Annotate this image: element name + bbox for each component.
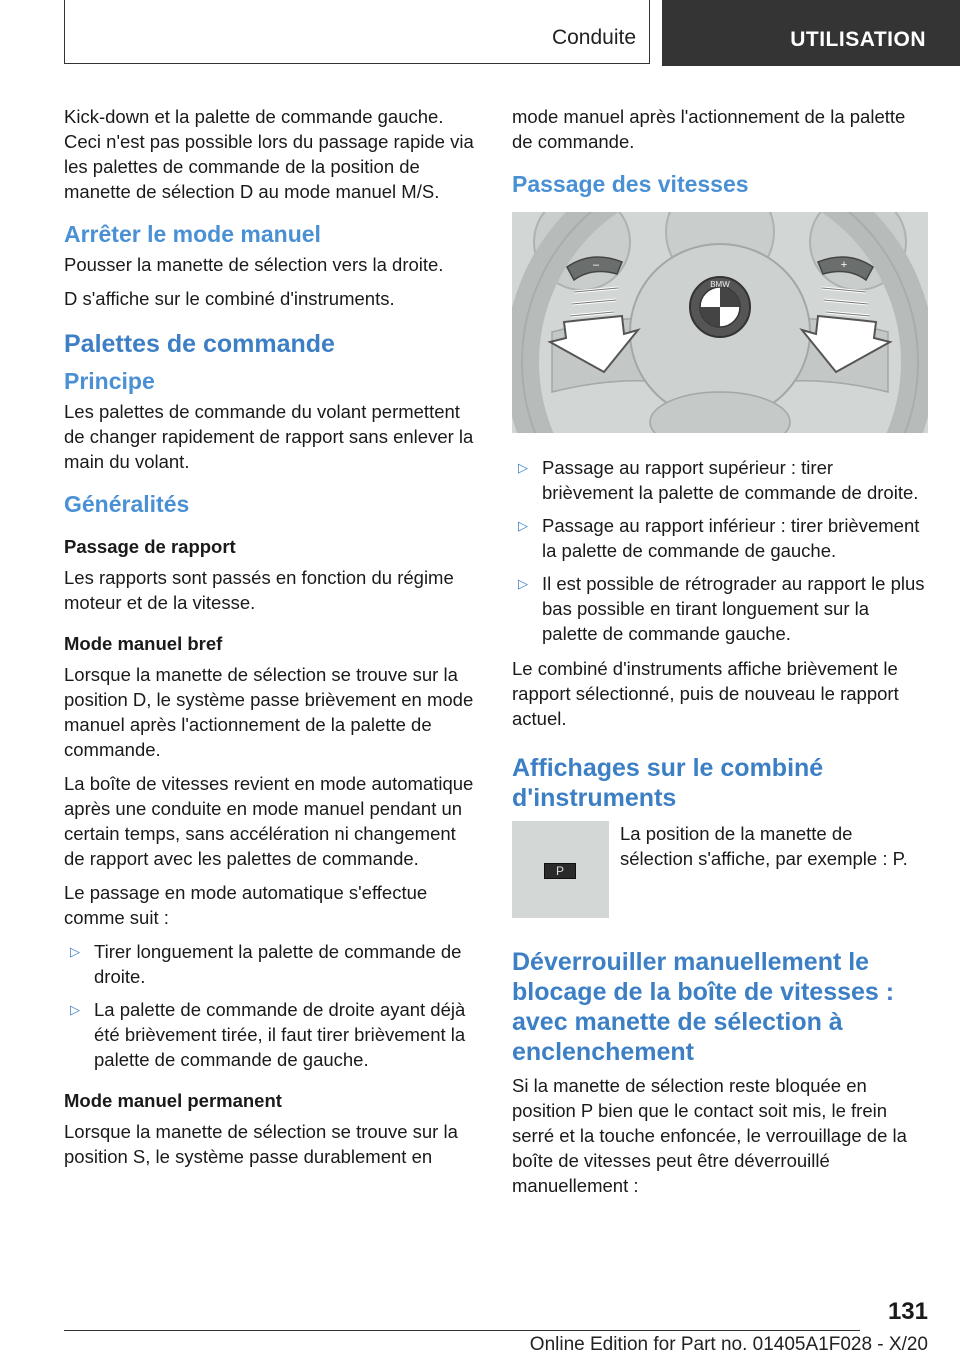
- chapter-title: UTILISATION: [790, 28, 926, 51]
- brief-manual-text-3: Le passage en mode automatique s'effectue comme suit :: [64, 882, 428, 928]
- list-item: ▷ Passage au rapport supérieur : tirer brièvement la palette de commande de droite.: [518, 457, 919, 503]
- left-column: [64, 104, 478, 1178]
- shift-heading: Passage des vitesses: [512, 171, 749, 197]
- paddles-heading: Palettes de commande: [64, 330, 335, 358]
- gear-display-illustration: [512, 821, 609, 918]
- logo-text: BMW: [710, 280, 730, 289]
- display-panel-icon: [544, 863, 576, 879]
- brief-manual-text-1: Lorsque la manette de sélection se trouve sur la position D, le système passe brièvement en mode manuel après l'actionnement de la palette de commande.: [64, 664, 474, 760]
- principle-text: Les palettes de commande du volant permettent de changer rapidement de rapport sans enlever la main du volant.: [64, 401, 474, 472]
- right-column: [512, 104, 928, 1207]
- footer-divider: [64, 1330, 860, 1331]
- bullet-triangle-icon: ▷: [70, 944, 80, 959]
- brief-manual-heading: Mode manuel bref: [64, 633, 223, 654]
- list-item: ▷ La palette de commande de droite ayant déjà été brièvement tirée, il faut tirer brièvement la palette de commande de gauche.: [70, 999, 466, 1070]
- gear-glyph: P: [556, 864, 565, 878]
- stop-manual-heading: Arrêter le mode manuel: [64, 221, 321, 247]
- bullet-triangle-icon: ▷: [70, 1002, 80, 1017]
- display-text: La position de la manette de sélection s'affiche, par exemple : P.: [620, 823, 908, 869]
- unlock-text: Si la manette de sélection reste bloquée en position P bien que le contact soit mis, le frein serré et la touche enfoncée, le verrouillage de la boîte de vitesses peut être déverrouillé manuellement :: [512, 1075, 907, 1196]
- steering-wheel-icon: [512, 212, 928, 433]
- bullet-triangle-icon: ▷: [518, 576, 528, 591]
- intro-paragraph: Kick-down et la palette de commande gauche. Ceci n'est pas possible lors du passage rapide via les palettes de commande de la position de manette de sélection D au mode manuel M/S.: [64, 106, 474, 202]
- stop-manual-text-1: Pousser la manette de sélection vers la droite.: [64, 254, 444, 275]
- continued-paragraph: mode manuel après l'actionnement de la palette de commande.: [512, 106, 906, 152]
- list-item: ▷ Passage au rapport inférieur : tirer brièvement la palette de commande de gauche.: [518, 515, 920, 561]
- principle-heading: Principe: [64, 368, 155, 394]
- bullet-triangle-icon: ▷: [518, 460, 528, 475]
- shift-display-text: Le combiné d'instruments affiche brièvement le rapport sélectionné, puis de nouveau le rapport actuel.: [512, 658, 899, 729]
- list-item: ▷ Tirer longuement la palette de commande de droite.: [70, 941, 462, 987]
- paddle-plus-label: +: [840, 259, 848, 271]
- display-example: [512, 821, 928, 921]
- page-header: [0, 0, 960, 66]
- footer-edition: Online Edition for Part no. 01405A1F028 - X/20: [529, 1334, 928, 1355]
- steering-wheel-illustration: [512, 212, 928, 433]
- shift-list: [512, 455, 928, 646]
- unlock-heading: Déverrouiller manuellement le blocage de la boîte de vitesses : avec manette de sélection à enclenchement: [512, 948, 895, 1066]
- auto-return-list: [64, 939, 478, 1072]
- permanent-manual-heading: Mode manuel permanent: [64, 1090, 282, 1111]
- display-heading: Affichages sur le combiné d'instruments: [512, 754, 824, 812]
- page-number: 131: [887, 1298, 928, 1325]
- paddle-minus-label: –: [592, 259, 600, 271]
- section-title: Conduite: [551, 26, 636, 49]
- general-heading: Généralités: [64, 491, 190, 517]
- permanent-manual-text: Lorsque la manette de sélection se trouve sur la position S, le système passe durablement en: [64, 1121, 458, 1167]
- gearshift-text: Les rapports sont passés en fonction du régime moteur et de la vitesse.: [64, 567, 454, 613]
- bullet-triangle-icon: ▷: [518, 518, 528, 533]
- brief-manual-text-2: La boîte de vitesses revient en mode automatique après une conduite en mode manuel pendant un certain temps, sans accélération ni changement de rapport avec les palettes de commande.: [64, 773, 474, 869]
- gearshift-heading: Passage de rapport: [64, 536, 236, 557]
- list-item: ▷ Il est possible de rétrograder au rapport le plus bas possible en tirant longuement sur la palette de commande gauche.: [518, 573, 925, 644]
- stop-manual-text-2: D s'affiche sur le combiné d'instruments.: [64, 288, 395, 309]
